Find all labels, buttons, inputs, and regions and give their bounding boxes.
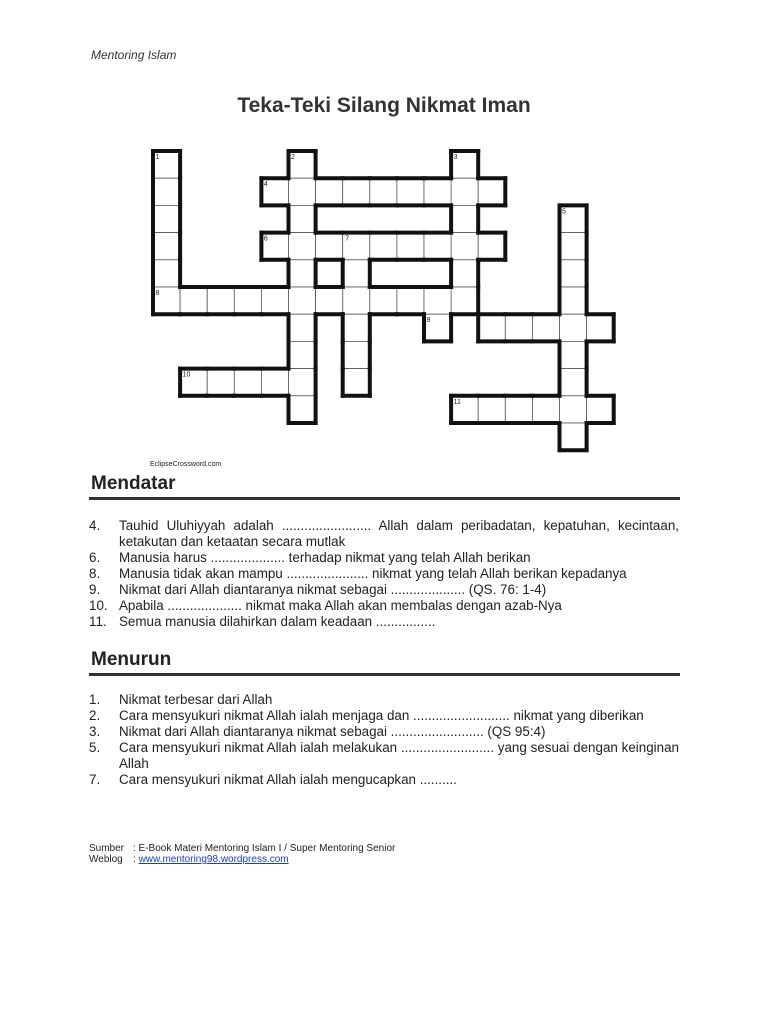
- grid-cell[interactable]: [316, 233, 343, 260]
- mendatar-clue: [89, 518, 679, 550]
- grid-cell[interactable]: [289, 314, 316, 341]
- weblog-link[interactable]: www.mentoring98.wordpress.com: [138, 854, 289, 865]
- grid-cell[interactable]: [478, 233, 505, 260]
- grid-cell[interactable]: [532, 314, 559, 341]
- menurun-clue: [89, 772, 679, 788]
- grid-cell[interactable]: [560, 287, 587, 314]
- grid-cell[interactable]: [560, 396, 587, 423]
- grid-cell[interactable]: [343, 369, 370, 396]
- weblog-sep: :: [133, 854, 139, 865]
- clue-number: 7.: [89, 772, 101, 787]
- grid-cell[interactable]: [261, 369, 288, 396]
- grid-cell[interactable]: [289, 233, 316, 260]
- clue-number: 6.: [89, 550, 101, 565]
- clue-number: 10.: [89, 598, 108, 613]
- header-text: Mentoring Islam: [91, 48, 177, 62]
- grid-cell[interactable]: [370, 233, 397, 260]
- grid-cell[interactable]: [343, 314, 370, 341]
- grid-cell[interactable]: [587, 314, 614, 341]
- clue-text: Nikmat dari Allah diantaranya nikmat sebagai ......................... (QS 95:4): [119, 724, 546, 739]
- page-title: Teka-Teki Silang Nikmat Iman: [237, 94, 531, 117]
- grid-cell[interactable]: [289, 178, 316, 205]
- grid-cell[interactable]: [261, 287, 288, 314]
- grid-cell[interactable]: [560, 369, 587, 396]
- clue-number: 3.: [89, 724, 101, 739]
- clue-number: 4.: [89, 518, 101, 533]
- clue-number: 11.: [89, 614, 107, 629]
- grid-cell[interactable]: [153, 260, 180, 287]
- grid-cell[interactable]: [370, 178, 397, 205]
- mendatar-clue-list: [89, 518, 679, 630]
- clue-number-11: 11: [453, 398, 461, 406]
- grid-cell[interactable]: [234, 369, 261, 396]
- grid-cell[interactable]: [289, 396, 316, 423]
- clue-text: Manusia harus .................... terhadap nikmat yang telah Allah berikan: [119, 550, 531, 565]
- grid-cell[interactable]: [478, 178, 505, 205]
- grid-cell[interactable]: [289, 369, 316, 396]
- grid-cell[interactable]: [370, 287, 397, 314]
- clue-number-8: 8: [155, 290, 160, 297]
- grid-cell[interactable]: [153, 178, 180, 205]
- grid-cell[interactable]: [560, 341, 587, 368]
- crossword-grid: [0, 0, 768, 470]
- sumber-value: : E-Book Materi Mentoring Islam I / Super Mentoring Senior: [133, 843, 396, 854]
- grid-cell[interactable]: [153, 233, 180, 260]
- grid-cell[interactable]: [560, 260, 587, 287]
- grid-cell[interactable]: [478, 396, 505, 423]
- credit-text: EclipseCrossword.com: [150, 461, 222, 468]
- grid-cell[interactable]: [207, 369, 234, 396]
- grid-cell[interactable]: [505, 314, 532, 341]
- footer-weblog-row: [89, 854, 395, 865]
- grid-cell[interactable]: [424, 287, 451, 314]
- menurun-clue: [89, 740, 679, 772]
- grid-cell[interactable]: [343, 287, 370, 314]
- grid-cell[interactable]: [316, 287, 343, 314]
- grid-cell[interactable]: [587, 396, 614, 423]
- grid-cell[interactable]: [532, 396, 559, 423]
- mendatar-clue: [89, 614, 679, 630]
- grid-cell[interactable]: [397, 287, 424, 314]
- clue-number-7: 7: [345, 235, 350, 243]
- grid-cell[interactable]: [289, 287, 316, 314]
- grid-cell[interactable]: [451, 260, 478, 287]
- weblog-label: Weblog: [89, 854, 123, 865]
- grid-cell[interactable]: [451, 287, 478, 314]
- grid-cell[interactable]: [424, 178, 451, 205]
- grid-cell[interactable]: [180, 287, 207, 314]
- mendatar-rule: [89, 497, 680, 500]
- grid-cell[interactable]: [451, 178, 478, 205]
- menurun-heading: Menurun: [91, 649, 172, 670]
- clue-text: Semua manusia dilahirkan dalam keadaan ................: [119, 614, 436, 629]
- mendatar-clue: [89, 566, 679, 582]
- grid-cell[interactable]: [343, 260, 370, 287]
- grid-cell[interactable]: [207, 287, 234, 314]
- clue-number: 9.: [89, 582, 101, 597]
- menurun-rule: [89, 673, 680, 676]
- menurun-clue: [89, 708, 679, 724]
- mendatar-clue: [89, 550, 679, 566]
- grid-cell[interactable]: [560, 233, 587, 260]
- grid-cell[interactable]: [451, 205, 478, 232]
- sumber-label: Sumber: [89, 843, 125, 854]
- clue-number-10: 10: [182, 371, 191, 379]
- grid-cell[interactable]: [316, 178, 343, 205]
- grid-cell[interactable]: [289, 205, 316, 232]
- grid-cell[interactable]: [560, 314, 587, 341]
- clue-number-3: 3: [453, 154, 458, 161]
- grid-cell[interactable]: [397, 233, 424, 260]
- grid-cell[interactable]: [289, 341, 316, 368]
- mendatar-clue: [89, 582, 679, 598]
- clue-text: Nikmat terbesar dari Allah: [119, 692, 273, 707]
- grid-cell[interactable]: [451, 233, 478, 260]
- clue-number-9: 9: [426, 317, 431, 325]
- mendatar-clue: [89, 598, 679, 614]
- grid-cell[interactable]: [153, 205, 180, 232]
- clue-text: Tauhid Uluhiyyah adalah ........................ Allah dalam peribadatan, kepatuhan, kecintaan, ketakutan dan ketaatan secara mutlak: [119, 518, 679, 549]
- footer-sumber-row: [89, 843, 395, 854]
- clue-number: 1.: [89, 692, 101, 707]
- grid-cell[interactable]: [478, 314, 505, 341]
- clue-number: 2.: [89, 708, 101, 723]
- clue-number-4: 4: [263, 181, 268, 189]
- menurun-clue: [89, 692, 679, 708]
- grid-cell[interactable]: [560, 423, 587, 450]
- clue-number: 8.: [89, 566, 101, 581]
- grid-cell[interactable]: [343, 341, 370, 368]
- grid-cell[interactable]: [234, 287, 261, 314]
- clue-text: Cara mensyukuri nikmat Allah ialah menjaga dan .......................... nikmat yang diberikan: [119, 708, 644, 723]
- clue-number-5: 5: [562, 208, 566, 216]
- grid-cell[interactable]: [289, 260, 316, 287]
- clue-text: Nikmat dari Allah diantaranya nikmat sebagai .................... (QS. 76: 1-4): [119, 582, 547, 597]
- clue-number: 5.: [89, 740, 101, 755]
- clue-text: Manusia tidak akan mampu ...................... nikmat yang telah Allah berikan kepadanya: [119, 566, 627, 581]
- grid-cell[interactable]: [505, 396, 532, 423]
- clue-number-6: 6: [263, 235, 268, 243]
- footer: [89, 843, 395, 865]
- mendatar-heading: Mendatar: [91, 473, 176, 494]
- clue-text: Apabila .................... nikmat maka Allah akan membalas dengan azab-Nya: [119, 598, 562, 613]
- grid-cell[interactable]: [424, 233, 451, 260]
- grid-cell[interactable]: [397, 178, 424, 205]
- menurun-clue: [89, 724, 679, 740]
- menurun-clue-list: [89, 692, 679, 788]
- clue-number-2: 2: [291, 154, 295, 161]
- clue-text: Cara mensyukuri nikmat Allah ialah melakukan ......................... yang sesuai dengan keinginan Allah: [119, 740, 679, 771]
- grid-cell[interactable]: [343, 178, 370, 205]
- clue-number-1: 1: [155, 154, 160, 161]
- clue-text: Cara mensyukuri nikmat Allah ialah mengucapkan ..........: [119, 772, 457, 787]
